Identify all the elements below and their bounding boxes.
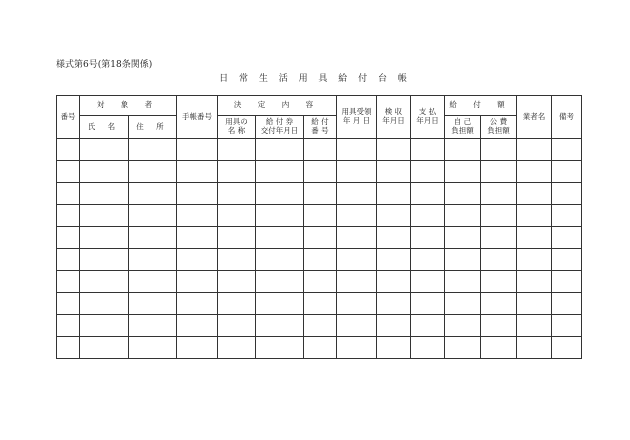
header-voucher-date: 給 付 券 交付年月日 — [256, 116, 304, 139]
table-cell[interactable] — [552, 315, 582, 337]
table-cell[interactable] — [377, 271, 411, 293]
table-cell[interactable] — [129, 183, 177, 205]
table-cell[interactable] — [218, 337, 256, 359]
table-cell[interactable] — [377, 139, 411, 161]
table-cell[interactable] — [552, 183, 582, 205]
table-cell[interactable] — [57, 205, 80, 227]
table-row — [57, 183, 582, 205]
table-cell[interactable] — [177, 227, 218, 249]
header-self-burden: 自 己 負担額 — [445, 116, 481, 139]
table-cell[interactable] — [445, 183, 481, 205]
table-cell[interactable] — [177, 161, 218, 183]
header-decision-group: 決 定 内 容 — [218, 96, 337, 116]
table-cell[interactable] — [177, 337, 218, 359]
table-cell[interactable] — [337, 205, 377, 227]
table-cell[interactable] — [80, 249, 129, 271]
table-cell[interactable] — [218, 227, 256, 249]
table-cell[interactable] — [129, 205, 177, 227]
table-cell[interactable] — [377, 337, 411, 359]
table-cell[interactable] — [177, 249, 218, 271]
table-cell[interactable] — [57, 271, 80, 293]
table-cell[interactable] — [552, 293, 582, 315]
table-cell[interactable] — [129, 161, 177, 183]
table-cell[interactable] — [57, 183, 80, 205]
table-cell[interactable] — [445, 227, 481, 249]
table-cell[interactable] — [129, 315, 177, 337]
table-cell[interactable] — [218, 161, 256, 183]
table-cell[interactable] — [80, 205, 129, 227]
table-cell[interactable] — [411, 337, 445, 359]
table-cell[interactable] — [411, 161, 445, 183]
table-cell[interactable] — [552, 337, 582, 359]
table-cell[interactable] — [57, 315, 80, 337]
table-cell[interactable] — [481, 183, 517, 205]
header-remarks: 備考 — [552, 96, 582, 139]
table-cell[interactable] — [517, 139, 552, 161]
table-cell[interactable] — [552, 227, 582, 249]
header-target-group: 対 象 者 — [80, 96, 177, 116]
table-cell[interactable] — [481, 227, 517, 249]
table-cell[interactable] — [177, 139, 218, 161]
table-cell[interactable] — [218, 315, 256, 337]
table-cell[interactable] — [445, 337, 481, 359]
header-payment-date: 支 払 年月日 — [411, 96, 445, 139]
header-inspection-date: 検 収 年月日 — [377, 96, 411, 139]
table-cell[interactable] — [80, 337, 129, 359]
table-cell[interactable] — [57, 227, 80, 249]
table-cell[interactable] — [129, 227, 177, 249]
table-cell[interactable] — [57, 293, 80, 315]
table-cell[interactable] — [57, 337, 80, 359]
table-cell[interactable] — [337, 271, 377, 293]
table-cell[interactable] — [377, 205, 411, 227]
table-cell[interactable] — [177, 315, 218, 337]
table-cell[interactable] — [256, 205, 304, 227]
header-received-date: 用具受領 年 月 日 — [337, 96, 377, 139]
table-cell[interactable] — [517, 183, 552, 205]
table-cell[interactable] — [218, 183, 256, 205]
table-cell[interactable] — [377, 315, 411, 337]
table-cell[interactable] — [337, 249, 377, 271]
table-cell[interactable] — [445, 205, 481, 227]
table-cell[interactable] — [337, 293, 377, 315]
table-cell[interactable] — [411, 139, 445, 161]
table-cell[interactable] — [411, 293, 445, 315]
table-cell[interactable] — [517, 249, 552, 271]
table-cell[interactable] — [337, 227, 377, 249]
header-item-name: 用具の 名 称 — [218, 116, 256, 139]
table-cell[interactable] — [304, 183, 337, 205]
table-cell[interactable] — [218, 139, 256, 161]
table-cell[interactable] — [304, 249, 337, 271]
table-cell[interactable] — [80, 139, 129, 161]
table-cell[interactable] — [337, 161, 377, 183]
table-cell[interactable] — [80, 183, 129, 205]
header-public-burden: 公 費 負担額 — [481, 116, 517, 139]
table-cell[interactable] — [256, 161, 304, 183]
header-payment-number: 給 付 番 号 — [304, 116, 337, 139]
table-cell[interactable] — [218, 249, 256, 271]
table-cell[interactable] — [481, 205, 517, 227]
table-cell[interactable] — [256, 139, 304, 161]
table-cell[interactable] — [445, 315, 481, 337]
table-row — [57, 293, 582, 315]
table-cell[interactable] — [377, 293, 411, 315]
table-row — [57, 249, 582, 271]
table-cell[interactable] — [445, 293, 481, 315]
table-cell[interactable] — [80, 271, 129, 293]
benefit-ledger-table — [56, 95, 582, 359]
table-cell[interactable] — [411, 271, 445, 293]
table-cell[interactable] — [337, 183, 377, 205]
table-cell[interactable] — [256, 271, 304, 293]
table-cell[interactable] — [304, 139, 337, 161]
table-cell[interactable] — [304, 227, 337, 249]
table-cell[interactable] — [177, 183, 218, 205]
table-row — [57, 227, 582, 249]
table-row — [57, 337, 582, 359]
table-cell[interactable] — [411, 183, 445, 205]
header-number: 番号 — [57, 96, 80, 139]
table-cell[interactable] — [481, 139, 517, 161]
header-handbook-number: 手帳番号 — [177, 96, 218, 139]
table-cell[interactable] — [552, 249, 582, 271]
table-cell[interactable] — [80, 293, 129, 315]
table-cell[interactable] — [256, 315, 304, 337]
header-name: 氏 名 — [80, 116, 129, 139]
table-cell[interactable] — [552, 271, 582, 293]
table-cell[interactable] — [411, 205, 445, 227]
form-label: 様式第6号(第18条関係) — [56, 60, 153, 70]
table-row — [57, 205, 582, 227]
table-cell[interactable] — [57, 161, 80, 183]
table-cell[interactable] — [411, 227, 445, 249]
table-row — [57, 271, 582, 293]
table-cell[interactable] — [256, 183, 304, 205]
table-cell[interactable] — [57, 249, 80, 271]
table-cell[interactable] — [304, 205, 337, 227]
table-cell[interactable] — [377, 249, 411, 271]
table-cell[interactable] — [517, 227, 552, 249]
table-cell[interactable] — [445, 161, 481, 183]
table-cell[interactable] — [517, 271, 552, 293]
table-row — [57, 161, 582, 183]
table-cell[interactable] — [57, 139, 80, 161]
document-title: 日 常 生 活 用 具 給 付 台 帳 — [219, 74, 411, 84]
table-row — [57, 315, 582, 337]
table-cell[interactable] — [481, 315, 517, 337]
table-cell[interactable] — [129, 139, 177, 161]
table-cell[interactable] — [445, 271, 481, 293]
table-cell[interactable] — [218, 205, 256, 227]
table-cell[interactable] — [304, 337, 337, 359]
table-cell[interactable] — [517, 337, 552, 359]
table-cell[interactable] — [129, 249, 177, 271]
table-cell[interactable] — [177, 205, 218, 227]
table-cell[interactable] — [481, 161, 517, 183]
table-cell[interactable] — [337, 337, 377, 359]
table-cell[interactable] — [256, 337, 304, 359]
table-cell[interactable] — [129, 337, 177, 359]
table-cell[interactable] — [256, 227, 304, 249]
table-cell[interactable] — [377, 183, 411, 205]
header-vendor: 業者名 — [517, 96, 552, 139]
table-cell[interactable] — [552, 139, 582, 161]
table-cell[interactable] — [177, 293, 218, 315]
table-cell[interactable] — [256, 293, 304, 315]
table-cell[interactable] — [481, 293, 517, 315]
table-cell[interactable] — [481, 271, 517, 293]
table-cell[interactable] — [411, 315, 445, 337]
table-cell[interactable] — [80, 227, 129, 249]
table-cell[interactable] — [552, 161, 582, 183]
table-cell[interactable] — [377, 227, 411, 249]
table-cell[interactable] — [80, 161, 129, 183]
table-cell[interactable] — [552, 205, 582, 227]
table-cell[interactable] — [218, 271, 256, 293]
table-cell[interactable] — [517, 293, 552, 315]
table-cell[interactable] — [256, 249, 304, 271]
table-cell[interactable] — [129, 271, 177, 293]
header-address: 住 所 — [129, 116, 177, 139]
table-cell[interactable] — [377, 161, 411, 183]
table-cell[interactable] — [218, 293, 256, 315]
table-cell[interactable] — [481, 249, 517, 271]
ledger-body — [57, 139, 582, 359]
table-cell[interactable] — [304, 161, 337, 183]
table-cell[interactable] — [129, 293, 177, 315]
table-cell[interactable] — [304, 315, 337, 337]
table-row — [57, 139, 582, 161]
table-cell[interactable] — [517, 315, 552, 337]
table-cell[interactable] — [517, 161, 552, 183]
table-cell[interactable] — [445, 139, 481, 161]
table-cell[interactable] — [80, 315, 129, 337]
table-cell[interactable] — [177, 271, 218, 293]
table-cell[interactable] — [304, 271, 337, 293]
table-cell[interactable] — [304, 293, 337, 315]
table-cell[interactable] — [445, 249, 481, 271]
table-cell[interactable] — [337, 139, 377, 161]
table-cell[interactable] — [337, 315, 377, 337]
table-cell[interactable] — [481, 337, 517, 359]
table-cell[interactable] — [411, 249, 445, 271]
header-benefit-group: 給 付 額 — [445, 96, 517, 116]
table-cell[interactable] — [517, 205, 552, 227]
